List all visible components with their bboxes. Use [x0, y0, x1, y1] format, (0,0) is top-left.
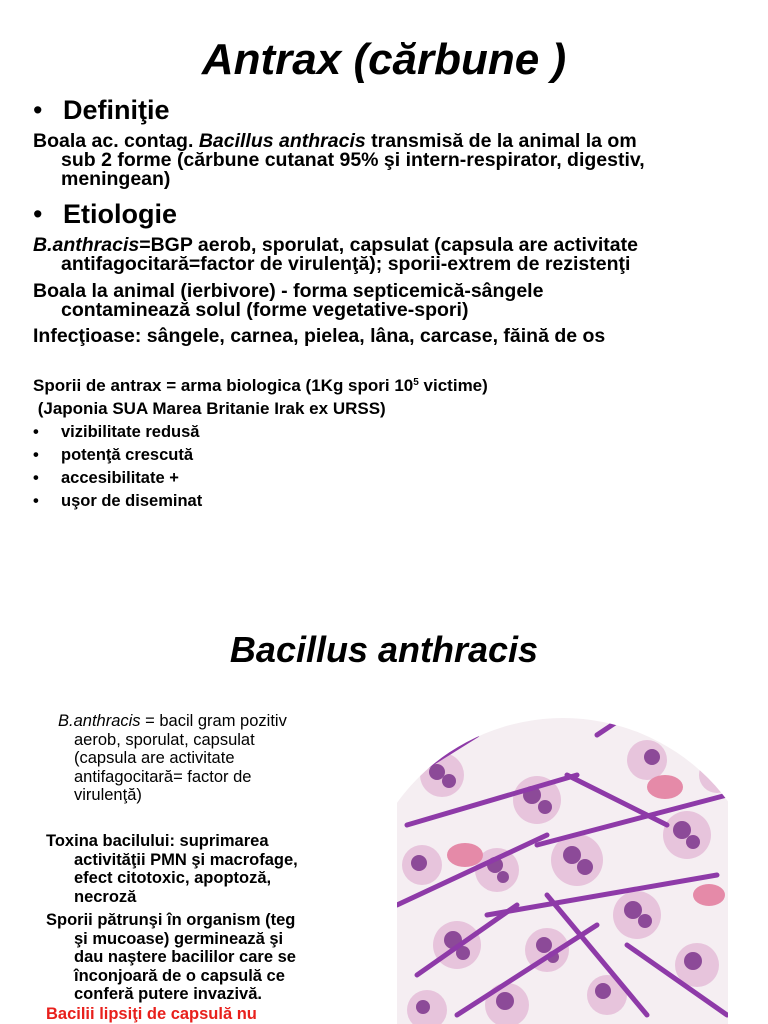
list-item: • potenţă crescută	[33, 446, 194, 464]
bacillus-description: B.anthracis = bacil gram pozitiv aerob, sporulat, capsulat (capsula are activitate antifagocitară= factor de virulenţă)	[58, 712, 287, 804]
red-warning-text: Bacilii lipsiţi de capsulă nu	[46, 1005, 257, 1023]
list-item: • accesibilitate +	[33, 469, 179, 487]
etiologie-heading: • Etiologie	[33, 199, 177, 229]
toxina-text: Toxina bacilului: suprimarea activităţii PMN şi macrofage, efect citotoxic, apoptoză, necroză	[46, 832, 298, 906]
sporii-text: Sporii pătrunşi în organism (teg şi mucoase) germinează şi dau naştere bacililor care se înconjoară de o capsulă ce conferă putere invazivă.	[46, 911, 296, 1003]
infectioase-text: Infecţioase: sângele, carnea, pielea, lâna, carcase, făină de os	[33, 325, 606, 347]
slide2-title: Bacillus anthracis	[229, 629, 539, 670]
definitie-heading: • Definiţie	[33, 95, 170, 125]
etiologie-text: B.anthracis=BGP aerob, sporulat, capsulat (capsula are activitate antifagocitară=factor de virulenţă); sporii-extrem de rezistenţi	[33, 234, 638, 275]
spori-countries: (Japonia SUA Marea Britanie Irak ex URSS)	[33, 399, 386, 418]
bullet-dot: •	[33, 199, 43, 229]
bacillus-microscopy-image	[397, 715, 728, 1024]
list-item: • vizibilitate redusă	[33, 423, 200, 441]
bullet-dot: •	[33, 95, 43, 125]
boala-text: Boala la animal (ierbivore) - forma septicemică-sângele contaminează solul (forme vegetative-spori)	[33, 280, 544, 321]
slide1-title: Antrax (cărbune )	[201, 35, 567, 84]
spori-text: Sporii de antrax = arma biologica (1Kg spori $10^5$ victime)	[33, 376, 488, 395]
spori-bullet-list	[33, 421, 202, 513]
list-item: • uşor de diseminat	[33, 492, 203, 510]
definitie-text: Boala ac. contag. Bacillus anthracis transmisă de la animal la om sub 2 forme (cărbune cutanat 95% şi intern-respirator, digestiv, meningean)	[33, 130, 645, 190]
